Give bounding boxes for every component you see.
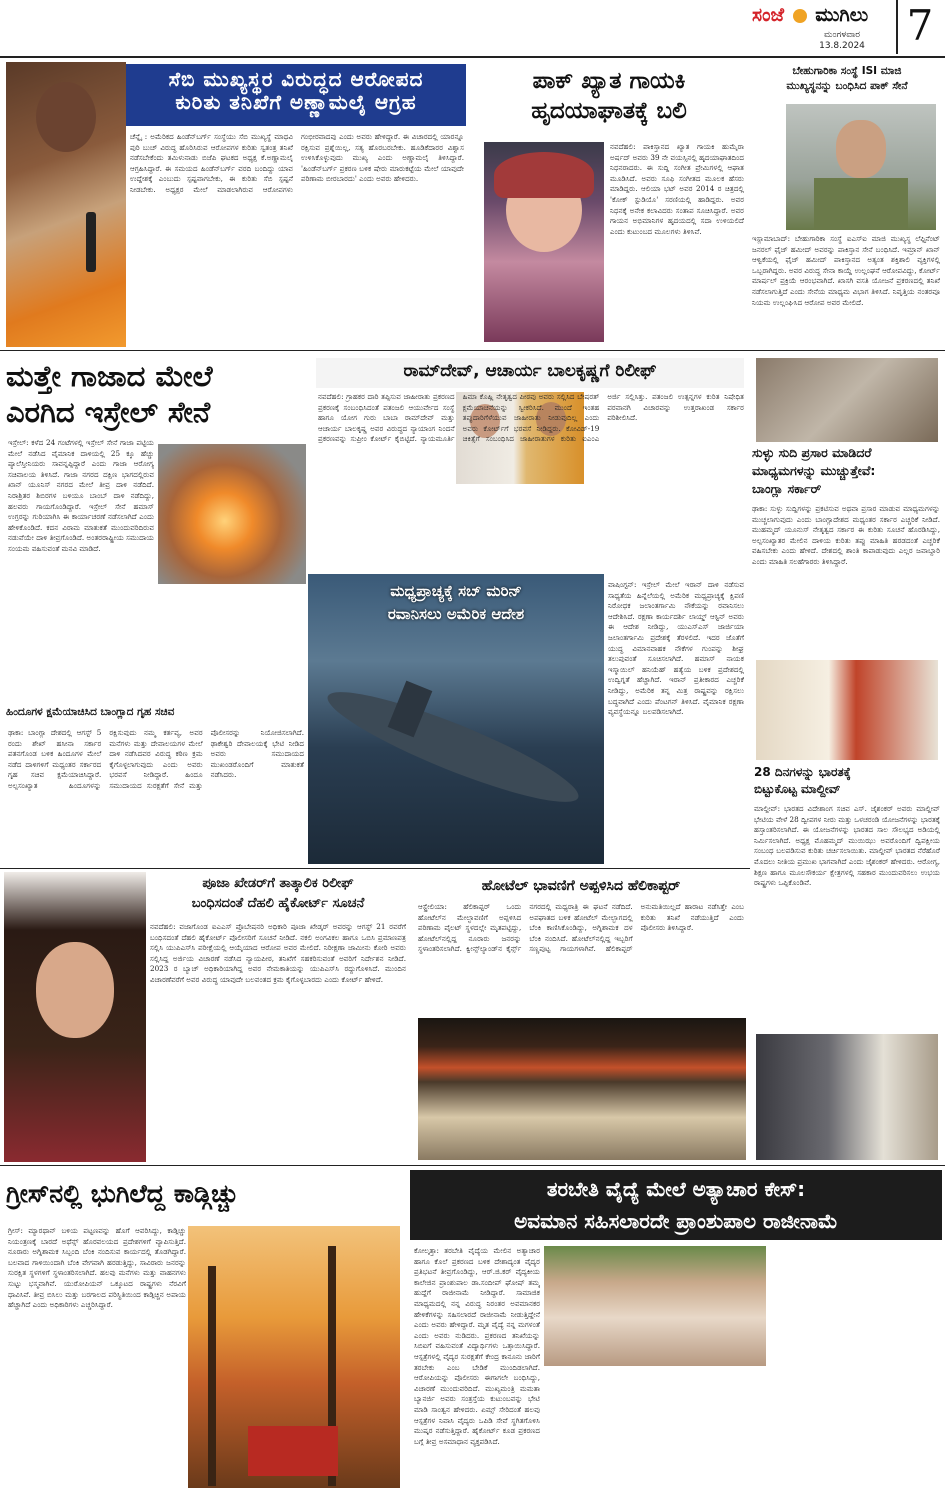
- masthead-rule: [0, 56, 945, 58]
- kolkata-headline: [410, 1170, 942, 1240]
- singer-headline-line-1: ಪಾಕ್ ಖ್ಯಾತ ಗಾಯಕಿ: [532, 68, 686, 94]
- brand-name-part-2: ಮುಗಿಲು: [815, 4, 869, 26]
- bangla-media-body: ಢಾಕಾ: ಸುಳ್ಳು ಸುದ್ದಿಗಳನ್ನು ಪ್ರಕಟಿಸುವ ಅಥವಾ ಪ್ರಸಾರ ಮಾಡುವ ಮಾಧ್ಯಮಗಳನ್ನು ಮುಚ್ಚಲಾಗುವುದು ಎಂದು ಬಾಂಗ್ಲಾದೇಶದ ಮಧ್ಯಂತರ ಸರ್ಕಾರ ಎಚ್ಚರಿಕೆ ನೀಡಿದೆ. ಮುಹಮ್ಮದ್ ಯೂನುಸ್ ನೇತೃತ್ವದ ಸರ್ಕಾರ ಈ ಕುರಿತು ಸೂಚನೆ ಹೊರಡಿಸಿದ್ದು, ಅಲ್ಪಸಂಖ್ಯಾತರ ಮೇಲಿನ ದಾಳಿಯ ಕುರಿತು ತಪ್ಪು ಮಾಹಿತಿ ಹರಡದಂತೆ ಎಚ್ಚರಿಕೆ ವಹಿಸಬೇಕು ಎಂದು ಹೇಳಿದೆ. ದೇಶದಲ್ಲಿ ಶಾಂತಿ ಕಾಪಾಡುವುದು ಎಲ್ಲರ ಜವಾಬ್ದಾರಿ ಎಂದು ಮಾಹಿತಿ ಸಲಹೆಗಾರರು ತಿಳಿಸಿದ್ದಾರೆ.: [752, 504, 940, 566]
- sun-icon: [793, 9, 807, 23]
- tree-trunk-shape-1: [208, 1266, 216, 1486]
- speaker-head-shape: [36, 82, 96, 152]
- fire-truck-shape: [248, 1426, 338, 1476]
- row-rule-3: [0, 1165, 945, 1166]
- helicopter-photo: [418, 1018, 746, 1160]
- sebi-headline-line-1: ಸೆಬಿ ಮುಖ್ಯಸ್ಥರ ವಿರುದ್ಧದ ಆರೋಪದ: [168, 67, 424, 91]
- ramdev-headline: ರಾಮ್‌ದೇವ್, ಆಚಾರ್ಯ ಬಾಲಕೃಷ್ಣಗೆ ರಿಲೀಫ್: [316, 358, 744, 388]
- sebi-body: ಚೆನ್ನೈ : ಅಮೆರಿಕದ ಹಿಂಡೆನ್‌ಬರ್ಗ್ ಸಂಸ್ಥೆಯು ಸೆಬಿ ಮುಖ್ಯಸ್ಥೆ ಮಾಧವಿ ಪುರಿ ಬುಚ್ ವಿರುದ್ಧ ಹೊರಿಸಿರುವ ಆರೋಪಗಳ ಕುರಿತು ಸ್ವತಂತ್ರ ತನಿಖೆ ನಡೆಸಬೇಕೆಂದು ತಮಿಳುನಾಡು ಬಿಜೆಪಿ ಘಟಕದ ಅಧ್ಯಕ್ಷ ಕೆ.ಅಣ್ಣಾಮಲೈ ಆಗ್ರಹಿಸಿದ್ದಾರೆ. ಈ ಸಮಯದ ಹಿಂಡೆನ್‌ಬರ್ಗ್ ವರದಿ ಬಂದಿದ್ದು ಯಾವ ಉದ್ದೇಶಕ್ಕೆ ಎಂಬುದು ಸ್ಪಷ್ಟವಾಗಬೇಕು, ಈ ಕುರಿತು ಸೆಬಿ ಸ್ಪಷ್ಟನೆ ನೀಡಬೇಕು. ಅಧ್ಯಕ್ಷರ ಮೇಲೆ ಮಾಡಲಾಗಿರುವ ಆರೋಪಗಳು ಗಂಭೀರವಾದವು ಎಂದು ಅವರು ಹೇಳಿದ್ದಾರೆ. ಈ ವಿಚಾರದಲ್ಲಿ ಯಾರನ್ನೂ ರಕ್ಷಿಸುವ ಪ್ರಶ್ನೆಯಿಲ್ಲ, ಸತ್ಯ ಹೊರಬರಬೇಕು. ಹೂಡಿಕೆದಾರರ ವಿಶ್ವಾಸ ಉಳಿಸಿಕೊಳ್ಳುವುದು ಮುಖ್ಯ ಎಂದು ಅಣ್ಣಾಮಲೈ ತಿಳಿಸಿದ್ದಾರೆ. 'ಹಿಂಡೆನ್‌ಬರ್ಗ್ ಪ್ರಕರಣ ಬಳಿಕ ಷೇರು ಮಾರುಕಟ್ಟೆಯ ಮೇಲೆ ಯಾವುದೇ ಪರಿಣಾಮ ಬೀರಬಾರದು' ಎಂದು ಅವರು ಹೇಳಿದರು.: [130, 132, 464, 194]
- submarine-body: ವಾಷಿಂಗ್ಟನ್: ಇಸ್ರೇಲ್ ಮೇಲೆ ಇರಾನ್ ದಾಳಿ ನಡೆಸುವ ಸಾಧ್ಯತೆಯ ಹಿನ್ನೆಲೆಯಲ್ಲಿ ಅಮೆರಿಕ ಮಧ್ಯಪ್ರಾಚ್ಯಕ್ಕೆ ಕ್ಷಿಪಣಿ ನಿರೋಧಕ ಜಲಾಂತರ್ಗಾಮಿ ನೌಕೆಯನ್ನು ರವಾನಿಸಲು ಆದೇಶಿಸಿದೆ. ರಕ್ಷಣಾ ಕಾರ್ಯದರ್ಶಿ ಲಾಯ್ಡ್ ಆಸ್ಟಿನ್ ಅವರು ಈ ಆದೇಶ ನೀಡಿದ್ದು, ಯುಎಸ್‌ಎಸ್ ಜಾರ್ಜಿಯಾ ಜಲಾಂತರ್ಗಾಮಿ ಪ್ರದೇಶಕ್ಕೆ ತೆರಳಲಿದೆ. ಇದರ ಜೊತೆಗೆ ಯುದ್ಧ ವಿಮಾನವಾಹಕ ನೌಕೆಗಳ ಗುಂಪನ್ನು ಶೀಘ್ರ ತಲುಪುವಂತೆ ಸೂಚಿಸಲಾಗಿದೆ. ಹಮಾಸ್ ನಾಯಕ ಇಸ್ಮಾಯಿಲ್ ಹನಿಯೆಹ್ ಹತ್ಯೆಯ ಬಳಿಕ ಪ್ರದೇಶದಲ್ಲಿ ಉದ್ವಿಗ್ನತೆ ಹೆಚ್ಚಾಗಿದೆ. ಇರಾನ್ ಪ್ರತೀಕಾರದ ಎಚ್ಚರಿಕೆ ನೀಡಿದ್ದು, ಅಮೆರಿಕ ತನ್ನ ಮಿತ್ರ ರಾಷ್ಟ್ರವನ್ನು ರಕ್ಷಿಸಲು ಬದ್ಧವಾಗಿದೆ ಎಂದು ಪೆಂಟಗನ್ ತಿಳಿಸಿದೆ. ವೈಮಾನಿಕ ರಕ್ಷಣಾ ವ್ಯವಸ್ಥೆಯನ್ನೂ ಬಲಪಡಿಸಲಾಗಿದೆ.: [608, 580, 744, 717]
- isi-headline-line-2: ಮುಖ್ಯಸ್ಥನನ್ನು ಬಂಧಿಸಿದ ಪಾಕ್ ಸೇನೆ: [786, 80, 908, 92]
- submarine-headline: [316, 580, 596, 632]
- isi-headline-line-1: ಬೇಹುಗಾರಿಕಾ ಸಂಸ್ಥೆ ISI ಮಾಜಿ: [792, 65, 902, 77]
- gaza-body-cont: [158, 588, 306, 692]
- officer-uniform-shape: [814, 178, 908, 230]
- kolkata-protest-photo: [544, 1246, 766, 1366]
- bangla-media-headline-line-1: ಸುಳ್ಳು ಸುದಿ ಪ್ರಸಾರ ಮಾಡಿದರೆ: [752, 445, 872, 460]
- puja-photo: [4, 872, 146, 1162]
- maldives-photo-1: [756, 660, 938, 760]
- kolkata-headline-line-2: ಅವಮಾನ ಸಹಿಸಲಾರದೇ ಪ್ರಾಂಶುಪಾಲ ರಾಜೀನಾಮೆ: [514, 1209, 838, 1233]
- gaza-photo: [158, 444, 306, 584]
- issue-date-value: 13.8.2024: [819, 41, 865, 51]
- hindu-headline: ಹಿಂದೂಗಳ ಕ್ಷಮೆಯಾಚಿಸಿದ ಬಾಂಗ್ಲಾದ ಗೃಹ ಸಚಿವ: [6, 706, 175, 718]
- submarine-hull-shape: [319, 675, 587, 819]
- kolkata-body: ಕೋಲ್ಕತ್ತಾ: ತರಬೇತಿ ವೈದ್ಯೆಯ ಮೇಲಿನ ಅತ್ಯಾಚಾರ ಹಾಗೂ ಕೊಲೆ ಪ್ರಕರಣದ ಬಳಿಕ ದೇಶಾದ್ಯಂತ ವೈದ್ಯರ ಪ್ರತಿಭಟನೆ ತೀವ್ರಗೊಂಡಿದ್ದು, ಆರ್.ಜಿ.ಕರ್ ವೈದ್ಯಕೀಯ ಕಾಲೇಜಿನ ಪ್ರಾಂಶುಪಾಲ ಡಾ.ಸಂದೀಪ್ ಘೋಷ್ ತಮ್ಮ ಹುದ್ದೆಗೆ ರಾಜೀನಾಮೆ ನೀಡಿದ್ದಾರೆ. ಸಾಮಾಜಿಕ ಮಾಧ್ಯಮದಲ್ಲಿ ನನ್ನ ವಿರುದ್ಧ ನಿರಂತರ ಅವಮಾನಕರ ಹೇಳಿಕೆಗಳನ್ನು ಸಹಿಸಲಾರದೆ ರಾಜೀನಾಮೆ ನೀಡುತ್ತಿದ್ದೇನೆ ಎಂದು ಅವರು ಹೇಳಿದ್ದಾರೆ. ಮೃತ ವೈದ್ಯೆ ನನ್ನ ಮಗಳಂತೆ ಎಂದು ಅವರು ನುಡಿದರು. ಪ್ರಕರಣದ ತನಿಖೆಯನ್ನು ಸಿಬಿಐಗೆ ವಹಿಸುವಂತೆ ವಿದ್ಯಾರ್ಥಿಗಳು ಒತ್ತಾಯಿಸಿದ್ದಾರೆ. ಆಸ್ಪತ್ರೆಗಳಲ್ಲಿ ವೈದ್ಯರ ಸುರಕ್ಷತೆಗೆ ಕೇಂದ್ರ ಕಾನೂನು ಜಾರಿಗೆ ತರಬೇಕು ಎಂಬ ಬೇಡಿಕೆ ಮುಂದಿಡಲಾಗಿದೆ. ಆರೋಪಿಯನ್ನು ಪೊಲೀಸರು ಈಗಾಗಲೇ ಬಂಧಿಸಿದ್ದು, ವಿಚಾರಣೆ ಮುಂದುವರಿದಿದೆ. ಮುಖ್ಯಮಂತ್ರಿ ಮಮತಾ ಬ್ಯಾನರ್ಜಿ ಅವರು ಸಂತ್ರಸ್ತೆಯ ಕುಟುಂಬವನ್ನು ಭೇಟಿ ಮಾಡಿ ಸಾಂತ್ವನ ಹೇಳಿದರು. ಏಮ್ಸ್ ಸೇರಿದಂತೆ ಹಲವು ಆಸ್ಪತ್ರೆಗಳ ನಿವಾಸಿ ವೈದ್ಯರು ಒಪಿಡಿ ಸೇವೆ ಸ್ಥಗಿತಗೊಳಿಸಿ ಮುಷ್ಕರ ನಡೆಸುತ್ತಿದ್ದಾರೆ. ಹೈಕೋರ್ಟ್ ಕೂಡ ಪ್ರಕರಣದ ಬಗ್ಗೆ ತೀವ್ರ ಅಸಮಾಧಾನ ವ್ಯಕ್ತಪಡಿಸಿದೆ.: [414, 1246, 540, 1446]
- issue-weekday: ಮಂಗಳವಾರ: [823, 30, 861, 40]
- helicopter-body: ಆಸ್ಟ್ರೇಲಿಯಾ: ಹೆಲಿಕಾಪ್ಟರ್ ಒಂದು ಹೋಟೆಲ್‌ನ ಮೇಲ್ಛಾವಣಿಗೆ ಅಪ್ಪಳಿಸಿದ ಪರಿಣಾಮ ಪೈಲಟ್ ಸ್ಥಳದಲ್ಲೇ ಮೃತಪಟ್ಟಿದ್ದು, ಹೋಟೆಲ್‌ನಲ್ಲಿದ್ದ ನೂರಾರು ಜನರನ್ನು ಸ್ಥಳಾಂತರಿಸಲಾಗಿದೆ. ಕ್ವೀನ್ಸ್‌ಲ್ಯಾಂಡ್‌ನ ಕೈರ್ನ್ಸ್ ನಗರದಲ್ಲಿ ಮಧ್ಯರಾತ್ರಿ ಈ ಘಟನೆ ನಡೆದಿದೆ. ಅಪಘಾತದ ಬಳಿಕ ಹೋಟೆಲ್ ಮೇಲ್ಭಾಗದಲ್ಲಿ ಬೆಂಕಿ ಕಾಣಿಸಿಕೊಂಡಿದ್ದು, ಅಗ್ನಿಶಾಮಕ ದಳ ಬೆಂಕಿ ನಂದಿಸಿದೆ. ಹೋಟೆಲ್‌ನಲ್ಲಿದ್ದ ಇಬ್ಬರಿಗೆ ಸಣ್ಣಪುಟ್ಟ ಗಾಯಗಳಾಗಿವೆ. ಹೆಲಿಕಾಪ್ಟರ್ ಅನುಮತಿಯಿಲ್ಲದೆ ಹಾರಾಟ ನಡೆಸಿತ್ತೇ ಎಂಬ ಕುರಿತು ತನಿಖೆ ನಡೆಯುತ್ತಿದೆ ಎಂದು ಪೊಲೀಸರು ತಿಳಿಸಿದ್ದಾರೆ.: [418, 902, 744, 954]
- maldives-headline: [754, 764, 942, 802]
- singer-body: ನವದೆಹಲಿ: ಪಾಕಿಸ್ತಾನದ ಖ್ಯಾತ ಗಾಯಕಿ ಹುಮೈರಾ ಅರ್ಷದ್ ಅವರು 39 ನೇ ವಯಸ್ಸಿನಲ್ಲಿ ಹೃದಯಾಘಾತದಿಂದ ನಿಧನರಾದರು. ಈ ಸುದ್ದಿ ಸಂಗೀತ ಪ್ರೇಮಿಗಳಲ್ಲಿ ಆಘಾತ ಮೂಡಿಸಿದೆ. ಅವರು ಸೂಫಿ ಸಂಗೀತದ ಮೂಲಕ ಹೆಸರು ಮಾಡಿದ್ದರು. ಆಲಿಯಾ ಭಟ್ ಅವರ 2014 ರ ಚಿತ್ರದಲ್ಲಿ 'ಕೋಕ್ ಸ್ಟುಡಿಯೊ' ಸರಣಿಯಲ್ಲಿ ಹಾಡಿದ್ದರು. ಅವರ ನಿಧನಕ್ಕೆ ಅನೇಕ ಕಲಾವಿದರು ಸಂತಾಪ ಸೂಚಿಸಿದ್ದಾರೆ. ಅವರ ಗಾಯನ ಅಭಿಮಾನಿಗಳ ಹೃದಯದಲ್ಲಿ ಸದಾ ಉಳಿಯಲಿದೆ ಎಂದು ಕುಟುಂಬದ ಮೂಲಗಳು ತಿಳಿಸಿವೆ.: [610, 142, 744, 236]
- microphone-icon: [86, 212, 96, 272]
- singer-headline-line-2: ಹೃದಯಾಘಾತಕ್ಕೆ ಬಲಿ: [531, 98, 687, 124]
- sebi-photo: [6, 62, 126, 347]
- bangla-media-headline-line-3: ಬಾಂಗ್ಲಾ ಸರ್ಕಾರ್: [752, 481, 822, 496]
- gaza-headline-line-2: ಎರಗಿದ ಇಸ್ರೇಲ್ ಸೇನೆ: [6, 395, 211, 429]
- gaza-headline: [6, 358, 308, 432]
- maldives-photo-2: [756, 1034, 938, 1160]
- maldives-body: ಮಾಲ್ದೀವ್: ಭಾರತದ ವಿದೇಶಾಂಗ ಸಚಿವ ಎಸ್. ಜೈಶಂಕರ್ ಅವರು ಮಾಲ್ದೀವ್ ಭೇಟಿಯ ವೇಳೆ 28 ದ್ವೀಪಗಳ ನೀರು ಮತ್ತು ಒಳಚರಂಡಿ ಯೋಜನೆಗಳನ್ನು ಭಾರತಕ್ಕೆ ಹಸ್ತಾಂತರಿಸಲಾಗಿದೆ. ಈ ಯೋಜನೆಗಳನ್ನು ಭಾರತದ ಸಾಲ ಸೌಲಭ್ಯದ ಅಡಿಯಲ್ಲಿ ನಿರ್ಮಿಸಲಾಗಿದೆ. ಅಧ್ಯಕ್ಷ ಮೊಹಮ್ಮದ್ ಮುಯಿಝು ಅವರೊಂದಿಗೆ ದ್ವಿಪಕ್ಷೀಯ ಸಂಬಂಧ ಬಲಪಡಿಸುವ ಕುರಿತು ಚರ್ಚಿಸಲಾಯಿತು. ಮಾಲ್ದೀವ್ ಭಾರತದ ನೆರೆಹೊರೆ ಮೊದಲು ನೀತಿಯ ಪ್ರಮುಖ ಭಾಗವಾಗಿದೆ ಎಂದು ಜೈಶಂಕರ್ ಹೇಳಿದರು. ಆರೋಗ್ಯ, ಶಿಕ್ಷಣ ಹಾಗೂ ಮೂಲಸೌಕರ್ಯ ಕ್ಷೇತ್ರಗಳಲ್ಲಿ ಸಹಕಾರ ಮುಂದುವರಿಸಲು ಉಭಯ ರಾಷ್ಟ್ರಗಳು ಒಪ್ಪಿಕೊಂಡಿವೆ.: [754, 804, 940, 888]
- issue-date: [802, 30, 882, 52]
- hindu-body: ಢಾಕಾ: ಬಾಂಗ್ಲಾ ದೇಶದಲ್ಲಿ ಆಗಸ್ಟ್ 5 ರಂದು ಶೇಖ್ ಹಸೀನಾ ಸರ್ಕಾರ ಪತನಗೊಂಡ ಬಳಿಕ ಹಿಂದೂಗಳ ಮೇಲೆ ನಡೆದ ದಾಳಿಗಳಿಗೆ ಮಧ್ಯಂತರ ಸರ್ಕಾರದ ಗೃಹ ಸಚಿವ ಕ್ಷಮೆಯಾಚಿಸಿದ್ದಾರೆ. ಅಲ್ಪಸಂಖ್ಯಾತ ಹಿಂದೂಗಳನ್ನು ರಕ್ಷಿಸುವುದು ನಮ್ಮ ಕರ್ತವ್ಯ, ಅವರ ಮನೆಗಳು ಮತ್ತು ದೇವಾಲಯಗಳ ಮೇಲೆ ದಾಳಿ ನಡೆಸಿದವರ ವಿರುದ್ಧ ಕಠಿಣ ಕ್ರಮ ಕೈಗೊಳ್ಳಲಾಗುವುದು ಎಂದು ಅವರು ಭರವಸೆ ನೀಡಿದ್ದಾರೆ. ಹಿಂದೂ ಸಮುದಾಯದ ಸುರಕ್ಷತೆಗೆ ಸೇನೆ ಮತ್ತು ಪೊಲೀಸರನ್ನು ನಿಯೋಜಿಸಲಾಗಿದೆ. ಢಾಕೇಶ್ವರಿ ದೇವಾಲಯಕ್ಕೆ ಭೇಟಿ ನೀಡಿದ ಅವರು ಸಮುದಾಯದ ಮುಖಂಡರೊಂದಿಗೆ ಮಾತುಕತೆ ನಡೆಸಿದರು.: [8, 728, 304, 790]
- singer-headline: [474, 66, 744, 136]
- brand-name: [752, 4, 868, 26]
- page-number: 7: [896, 0, 942, 54]
- puja-headline-line-2: ಬಂಧಿಸದಂತೆ ದೆಹಲಿ ಹೈಕೋರ್ಟ್ ಸೂಚನೆ: [191, 896, 365, 911]
- isi-photo: [786, 104, 936, 230]
- bangladesh-protest-photo: [756, 358, 938, 442]
- isi-headline: [752, 64, 942, 104]
- masthead-logo: [752, 4, 892, 50]
- row-rule-1: [0, 350, 945, 351]
- bangla-media-headline: [752, 444, 942, 502]
- maldives-headline-line-1: 28 ದಿನಗಳನ್ನು ಭಾರತಕ್ಕೆ: [754, 765, 851, 779]
- bangla-media-headline-line-2: ಮಾಧ್ಯಮಗಳನ್ನು ಮುಚ್ಚುತ್ತೇವೆ:: [752, 463, 876, 478]
- officer-face-shape: [836, 120, 886, 178]
- helicopter-headline: ಹೋಟೆಲ್ ಭಾವಣಿಗೆ ಅಪ್ಪಳಿಸಿದ ಹೆಲಿಕಾಪ್ಟರ್: [481, 878, 681, 894]
- kolkata-headline-line-1: ತರಬೇತಿ ವೈದ್ಯೆ ಮೇಲೆ ಅತ್ಯಾಚಾರ ಕೇಸ್:: [546, 1177, 806, 1201]
- greece-fire-photo: [188, 1226, 400, 1488]
- kolkata-body-side: [772, 1246, 940, 1488]
- isi-body: ಇಸ್ಲಾಮಾಬಾದ್: ಬೇಹುಗಾರಿಕಾ ಸಂಸ್ಥೆ ಐಎಸ್‌ಐ ಮಾಜಿ ಮುಖ್ಯಸ್ಥ ಲೆಫ್ಟಿನೆಂಟ್ ಜನರಲ್ ಫೈಜ್ ಹಮೀದ್ ಅವರನ್ನು ಪಾಕಿಸ್ತಾನ ಸೇನೆ ಬಂಧಿಸಿದೆ. ಇಮ್ರಾನ್ ಖಾನ್ ಆಳ್ವಿಕೆಯಲ್ಲಿ ಫೈಜ್ ಹಮೀದ್ ಪಾಕಿಸ್ತಾನದ ಅತ್ಯಂತ ಶಕ್ತಿಶಾಲಿ ವ್ಯಕ್ತಿಗಳಲ್ಲಿ ಒಬ್ಬರಾಗಿದ್ದರು. ಅವರ ವಿರುದ್ಧ ಸೇನಾ ಕಾಯ್ದೆ ಉಲ್ಲಂಘನೆ ಆರೋಪವಿದ್ದು, ಕೋರ್ಟ್ ಮಾರ್ಷಲ್ ಪ್ರಕ್ರಿಯೆ ಆರಂಭವಾಗಿದೆ. ಖಾಸಗಿ ವಸತಿ ಯೋಜನೆ ಪ್ರಕರಣದಲ್ಲಿ ತನಿಖೆ ನಡೆಸಲಾಗುತ್ತಿದೆ ಎಂದು ಸೇನೆಯ ಮಾಧ್ಯಮ ವಿಭಾಗ ತಿಳಿಸಿದೆ. ನಿವೃತ್ತಿಯ ನಂತರವೂ ನಿಯಮ ಉಲ್ಲಂಘಿಸಿದ ಆರೋಪ ಅವರ ಮೇಲಿದೆ.: [752, 234, 940, 307]
- gaza-headline-line-1: ಮತ್ತೇ ಗಾಜಾದ ಮೇಲೆ: [6, 359, 213, 393]
- sebi-headline: [126, 64, 466, 126]
- sebi-headline-line-2: ಕುರಿತು ತನಿಖೆಗೆ ಅಣ್ಣಾಮಲೈ ಆಗ್ರಹ: [175, 90, 417, 114]
- singer-hair-shape: [494, 152, 594, 198]
- puja-headline: [150, 874, 406, 918]
- submarine-headline-line-2: ರವಾನಿಸಲು ಅಮೆರಿಕ ಆದೇಶ: [387, 605, 525, 623]
- ramdev-body: ನವದೆಹಲಿ: ಗ್ರಾಹಕರ ದಾರಿ ತಪ್ಪಿಸುವ ಜಾಹೀರಾತು ಪ್ರಕರಣದ ಪ್ರಕರಣಕ್ಕೆ ಸಂಬಂಧಿಸಿದಂತೆ ಪತಂಜಲಿ ಆಯುರ್ವೇದ ಸಂಸ್ಥೆ ಹಾಗೂ ಯೋಗ ಗುರು ಬಾಬಾ ರಾಮ್‌ದೇವ್ ಮತ್ತು ಆಚಾರ್ಯ ಬಾಲಕೃಷ್ಣ ಅವರ ವಿರುದ್ಧದ ನ್ಯಾಯಾಂಗ ನಿಂದನೆ ಪ್ರಕರಣವನ್ನು ಸುಪ್ರೀಂ ಕೋರ್ಟ್ ಕೈಬಿಟ್ಟಿದೆ. ನ್ಯಾಯಮೂರ್ತಿ ಹಿಮಾ ಕೊಹ್ಲಿ ನೇತೃತ್ವದ ಪೀಠವು ಅವರು ಸಲ್ಲಿಸಿದ ಬೇಷರತ್ ಕ್ಷಮೆಯಾಚನೆಯನ್ನು ಸ್ವೀಕರಿಸಿದೆ. ಮುಂದೆ ಇಂತಹ ತಪ್ಪುದಾರಿಗೆಳೆಯುವ ಜಾಹೀರಾತು ನೀಡುವುದಿಲ್ಲ ಎಂದು ಅವರು ಕೋರ್ಟ್‌ಗೆ ಭರವಸೆ ನೀಡಿದ್ದರು. ಕೋವಿಡ್-19 ಚಿಕಿತ್ಸೆಗೆ ಸಂಬಂಧಿಸಿದ ಜಾಹೀರಾತುಗಳ ಕುರಿತು ಐಎಂಎ ಅರ್ಜಿ ಸಲ್ಲಿಸಿತ್ತು. ಪತಂಜಲಿ ಉತ್ಪನ್ನಗಳ ಕುರಿತ ನಿಷೇಧಿತ ಪರವಾನಗಿ ವಿಚಾರವನ್ನು ಉತ್ತರಾಖಂಡ ಸರ್ಕಾರ ಪರಿಶೀಲಿಸಿದೆ.: [318, 392, 744, 444]
- kolkata-body-cont: [544, 1370, 768, 1488]
- singer-photo: [484, 142, 604, 342]
- greece-headline: ಗ್ರೀಸ್‌ನಲ್ಲಿ ಭುಗಿಲೆದ್ದ ಕಾಡ್ಗಿಚ್ಚು: [6, 1179, 239, 1208]
- gaza-body: ಇಸ್ರೇಲ್: ಕಳೆದ 24 ಗಂಟೆಗಳಲ್ಲಿ ಇಸ್ರೇಲ್ ಸೇನೆ ಗಾಜಾ ಪಟ್ಟಿಯ ಮೇಲೆ ನಡೆಸಿದ ವೈಮಾನಿಕ ದಾಳಿಯಲ್ಲಿ 25 ಕ್ಕೂ ಹೆಚ್ಚು ಪ್ಯಾಲೆಸ್ತೀನಿಯರು ಸಾವನ್ನಪ್ಪಿದ್ದಾರೆ ಎಂದು ಗಾಜಾ ಆರೋಗ್ಯ ಸಚಿವಾಲಯ ತಿಳಿಸಿದೆ. ಗಾಜಾ ನಗರದ ದಕ್ಷಿಣ ಭಾಗದಲ್ಲಿರುವ ಖಾನ್ ಯೂನಿಸ್ ನಗರದ ಮೇಲೆ ತೀವ್ರ ದಾಳಿ ನಡೆದಿದೆ. ನಿರಾಶ್ರಿತರ ಶಿಬಿರಗಳ ಬಳಿಯೂ ಬಾಂಬ್ ದಾಳಿ ನಡೆದಿದ್ದು, ಹಲವರು ಗಾಯಗೊಂಡಿದ್ದಾರೆ. ಇಸ್ರೇಲ್ ಸೇನೆ ಹಮಾಸ್ ಉಗ್ರರನ್ನು ಗುರಿಯಾಗಿಸಿ ಈ ಕಾರ್ಯಾಚರಣೆ ನಡೆಸಲಾಗಿದೆ ಎಂದು ಹೇಳಿಕೊಂಡಿದೆ. ಕದನ ವಿರಾಮ ಮಾತುಕತೆ ಮುಂದುವರಿದಿರುವ ನಡುವೆಯೇ ದಾಳಿ ತೀವ್ರಗೊಂಡಿದೆ. ಅಂತರರಾಷ್ಟ್ರೀಯ ಸಮುದಾಯ ಸಂಯಮ ವಹಿಸುವಂತೆ ಮನವಿ ಮಾಡಿದೆ.: [8, 438, 154, 553]
- puja-face-shape: [36, 942, 114, 1038]
- maldives-headline-line-2: ಬಿಟ್ಟುಕೊಟ್ಟ ಮಾಲ್ದೀವ್: [754, 782, 841, 796]
- puja-headline-line-1: ಪೂಜಾ ಖೇಡರ್‌ಗೆ ತಾತ್ಕಾಲಿಕ ರಿಲೀಫ್: [202, 876, 354, 891]
- submarine-headline-line-1: ಮಧ್ಯಪ್ರಾಚ್ಯಕ್ಕೆ ಸಬ್ ಮರಿನ್: [390, 582, 522, 600]
- puja-body: ನವದೆಹಲಿ: ವಜಾಗೊಂಡ ಐಎಎಸ್ ಪ್ರೊಬೇಷನರಿ ಅಧಿಕಾರಿ ಪೂಜಾ ಖೇಡ್ಕರ್ ಅವರನ್ನು ಆಗಸ್ಟ್ 21 ರವರೆಗೆ ಬಂಧಿಸದಂತೆ ದೆಹಲಿ ಹೈಕೋರ್ಟ್ ಪೊಲೀಸರಿಗೆ ಸೂಚನೆ ನೀಡಿದೆ. ನಕಲಿ ಅಂಗವಿಕಲ ಹಾಗೂ ಒಬಿಸಿ ಪ್ರಮಾಣಪತ್ರ ಸಲ್ಲಿಸಿ ಯುಪಿಎಸ್‌ಸಿ ಪರೀಕ್ಷೆಯಲ್ಲಿ ಆಯ್ಕೆಯಾದ ಆರೋಪ ಅವರ ಮೇಲಿದೆ. ನಿರೀಕ್ಷಣಾ ಜಾಮೀನು ಕೋರಿ ಅವರು ಸಲ್ಲಿಸಿದ್ದ ಅರ್ಜಿಯ ವಿಚಾರಣೆ ನಡೆಸಿದ ನ್ಯಾಯಪೀಠ, ತನಿಖೆಗೆ ಸಹಕರಿಸುವಂತೆ ಅವರಿಗೆ ನಿರ್ದೇಶನ ನೀಡಿದೆ. 2023 ರ ಬ್ಯಾಚ್ ಅಧಿಕಾರಿಯಾಗಿದ್ದ ಅವರ ನೇಮಕಾತಿಯನ್ನು ಯುಪಿಎಸ್‌ಸಿ ರದ್ದುಗೊಳಿಸಿದೆ. ಮುಂದಿನ ವಿಚಾರಣೆವರೆಗೆ ಅವರ ವಿರುದ್ಧ ಯಾವುದೇ ಬಲವಂತದ ಕ್ರಮ ಕೈಗೊಳ್ಳಬಾರದು ಎಂದು ಕೋರ್ಟ್ ಹೇಳಿದೆ.: [150, 922, 406, 984]
- greece-body: ಗ್ರೀಸ್: ಮ್ಯಾರಥಾನ್ ಬಳಿಯ ಪಟ್ಟಣವನ್ನು ಹೊಗೆ ಆವರಿಸಿದ್ದು, ಕಾಡ್ಗಿಚ್ಚು ನಿಯಂತ್ರಣಕ್ಕೆ ಬಾರದೆ ಅಥೆನ್ಸ್ ಹೊರವಲಯದ ಪ್ರದೇಶಗಳಿಗೆ ವ್ಯಾಪಿಸುತ್ತಿದೆ. ನೂರಾರು ಅಗ್ನಿಶಾಮಕ ಸಿಬ್ಬಂದಿ ಬೆಂಕಿ ನಂದಿಸುವ ಕಾರ್ಯದಲ್ಲಿ ತೊಡಗಿದ್ದಾರೆ. ಬಲವಾದ ಗಾಳಿಯಿಂದಾಗಿ ಬೆಂಕಿ ವೇಗವಾಗಿ ಹರಡುತ್ತಿದ್ದು, ಸಾವಿರಾರು ಜನರನ್ನು ಸುರಕ್ಷಿತ ಸ್ಥಳಗಳಿಗೆ ಸ್ಥಳಾಂತರಿಸಲಾಗಿದೆ. ಹಲವು ಮನೆಗಳು ಮತ್ತು ವಾಹನಗಳು ಸುಟ್ಟು ಭಸ್ಮವಾಗಿವೆ. ಯುರೋಪಿಯನ್ ಒಕ್ಕೂಟದ ರಾಷ್ಟ್ರಗಳು ನೆರವಿಗೆ ಧಾವಿಸಿವೆ. ತೀವ್ರ ಬಿಸಿಲು ಮತ್ತು ಬರಗಾಲದ ಪರಿಸ್ಥಿತಿಯಿಂದ ಕಾಡ್ಗಿಚ್ಚಿನ ಅಪಾಯ ಹೆಚ್ಚಾಗಿದೆ ಎಂದು ಅಧಿಕಾರಿಗಳು ಎಚ್ಚರಿಸಿದ್ದಾರೆ.: [8, 1226, 186, 1310]
- brand-name-part-1: ಸಂಜೆ: [752, 4, 785, 26]
- row-rule-2: [0, 868, 750, 869]
